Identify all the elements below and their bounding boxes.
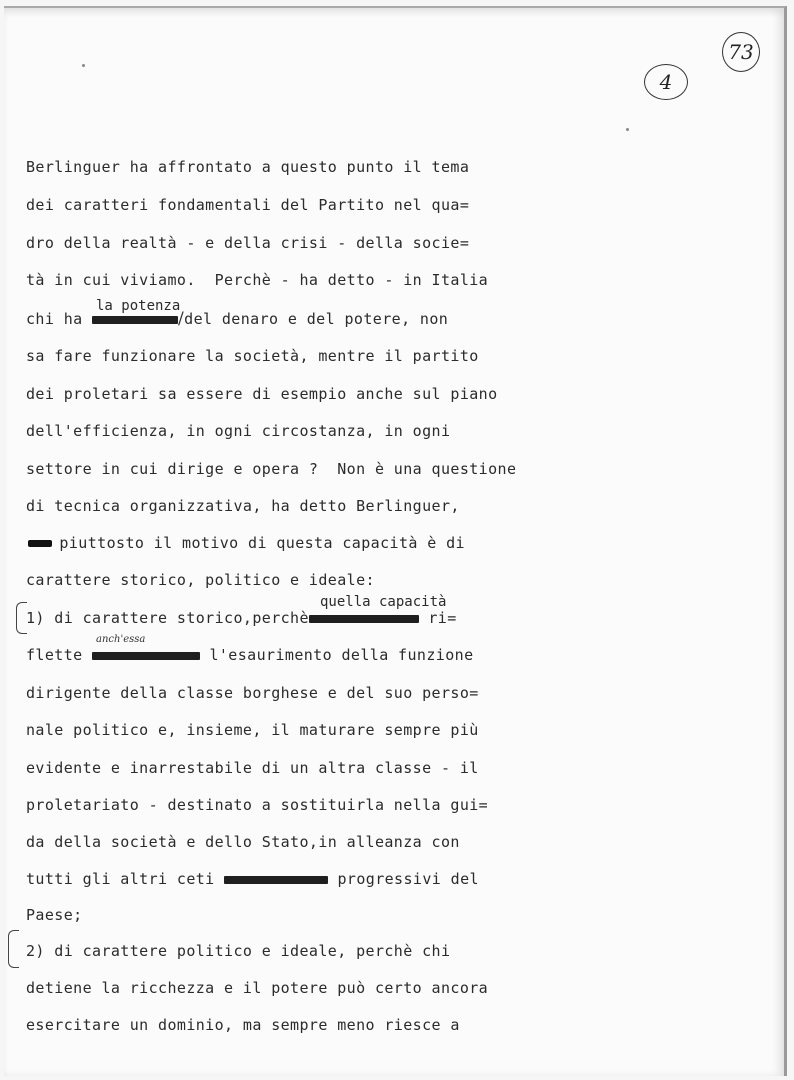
paper-speck (82, 64, 85, 67)
text-line: sa fare funzionare la società, mentre il partito (26, 347, 479, 365)
text-line: piuttosto il motivo di questa capacità è di (50, 534, 465, 552)
text-line: dei proletari sa essere di esempio anche sul piano (26, 385, 498, 403)
text-line (26, 609, 457, 627)
text-segment: del denaro e del potere, non (184, 310, 449, 328)
typewritten-page (4, 6, 787, 1076)
text-line: settore in cui dirige e opera ? Non è una questione (26, 460, 517, 478)
text-line (26, 870, 479, 888)
text-line (26, 309, 448, 329)
text-line: dro della realtà - e della crisi - della socie= (26, 234, 470, 252)
text-line: di tecnica organizzativa, ha detto Berlinguer, (26, 497, 460, 515)
text-line: detiene la ricchezza e il potere può certo ancora (26, 979, 489, 997)
ink-blot (28, 540, 52, 547)
struck-out-word (309, 615, 419, 623)
text-line: dell'efficienza, in ogni circostanza, in ogni (26, 422, 451, 440)
handwritten-insertion: la potenza (96, 298, 181, 314)
text-line: dei caratteri fondamentali del Partito nel qua= (26, 196, 470, 214)
text-line: nale politico e, insieme, il maturare sempre più (26, 721, 479, 739)
margin-bracket (8, 930, 19, 968)
struck-out-word (92, 652, 200, 660)
text-line: tà in cui viviamo. Perchè - ha detto - in Italia (26, 271, 489, 289)
text-segment: flette (26, 646, 93, 664)
text-line: carattere storico, politico e ideale: (26, 571, 375, 589)
struck-out-word (224, 876, 328, 884)
text-line: Berlinguer ha affrontato a questo punto il tema (26, 158, 470, 176)
text-segment: chi ha (26, 310, 93, 328)
page-number-circled: 73 (722, 32, 760, 72)
text-line: esercitare un dominio, ma sempre meno riesce a (26, 1016, 460, 1034)
handwritten-insertion: anch'essa (96, 634, 146, 645)
text-line: Paese; (26, 906, 83, 924)
text-segment: 1) di carattere storico,perchè (26, 609, 309, 627)
paper-speck (626, 128, 629, 131)
sheet-number-circled: 4 (644, 64, 688, 100)
text-line: dirigente della classe borghese e del suo perso= (26, 684, 479, 702)
struck-out-word (92, 316, 178, 324)
text-line: evidente e inarrestabile di un altra classe - il (26, 759, 479, 777)
text-line: 2) di carattere politico e ideale, perchè chi (26, 942, 451, 960)
text-line (26, 646, 474, 664)
text-segment: tutti gli altri ceti (26, 870, 225, 888)
text-line: da della società e dello Stato,in alleanza con (26, 833, 460, 851)
handwritten-insertion: quella capacità (320, 594, 447, 610)
text-segment: progressivi del (328, 870, 479, 888)
text-line: proletariato - destinato a sostituirla nella gui= (26, 796, 489, 814)
text-segment: ri= (418, 609, 457, 627)
insertion-slash: / (178, 309, 185, 329)
text-segment: l'esaurimento della funzione (200, 646, 474, 664)
